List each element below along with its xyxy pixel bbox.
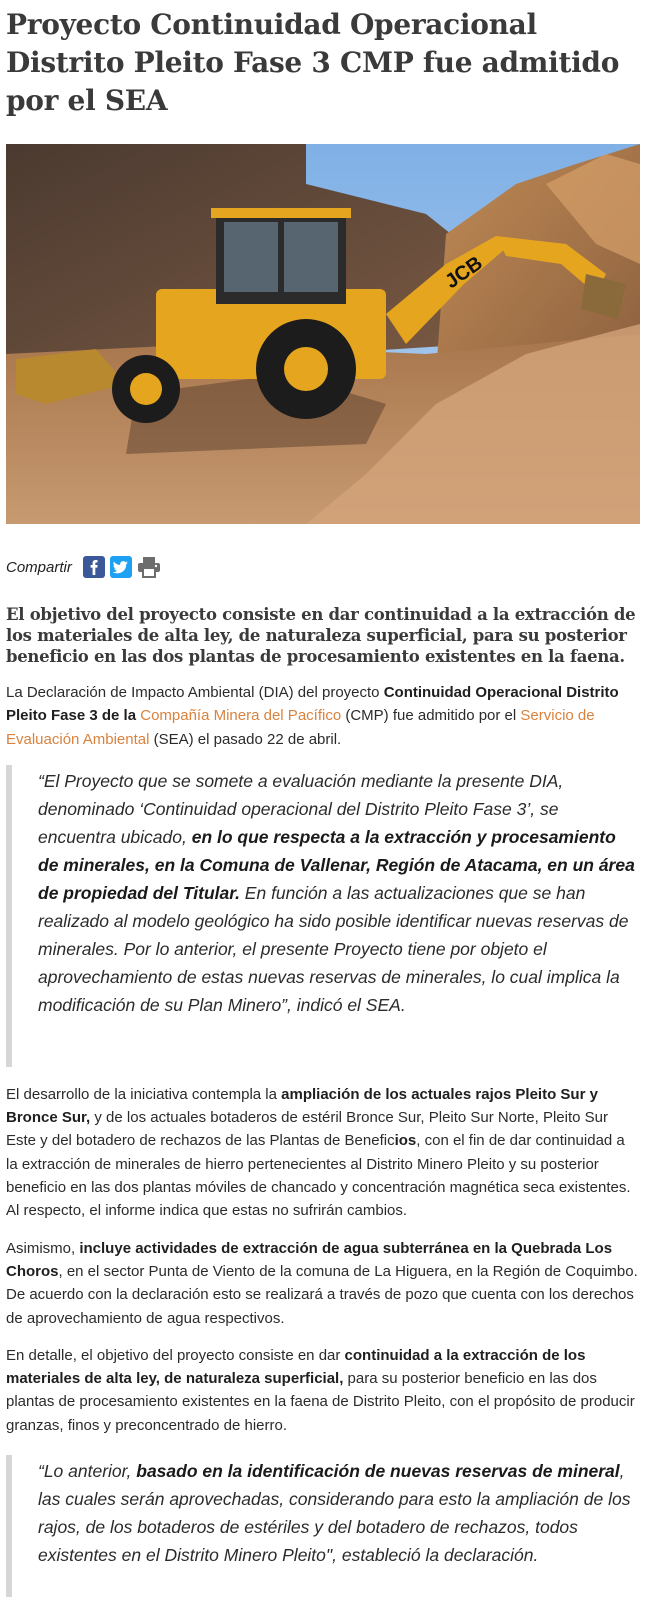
paragraph-2: El desarrollo de la iniciativa contempla la ampliación de los actuales rajos Pleito Sur y Bronce Sur, y de los actuales botaderos de estéril Bronce Sur, Pleito Sur Norte, Pleito Sur Este y del botadero de rechazos de las Plantas de Beneficios, con el fin de dar continuidad a la extracción de minerales de hierro pertenecientes al Distrito Minero Pleito y su posterior beneficio en las dos plantas móviles de chancado y concentración magnética seca existentes. Al respecto, el informe indica que estas no sufrirán cambios. (6, 1085, 631, 1220)
article (6, 0, 640, 1597)
facebook-icon[interactable] (83, 556, 105, 578)
twitter-icon[interactable] (110, 556, 132, 578)
share-label: Compartir (6, 558, 72, 576)
share-bar (6, 554, 640, 580)
paragraph-4: En detalle, el objetivo del proyecto consiste en dar continuidad a la extracción de los materiales de alta ley, de naturaleza superficial, para su posterior beneficio en las dos plantas de procesamiento existentes en la faena de Distrito Pleito, con el propósito de producir granzas, finos y preconcentrado de hierro. (6, 1346, 635, 1434)
quote-block-2: “Lo anterior, basado en la identificación de nuevas reservas de mineral, las cuales serán aprovechadas, considerando para esto la ampliación de los rajos, de los botaderos de estériles y del botadero de rechazos, todos existentes en el Distrito Minero Pleito", estableció la declaración. (6, 1455, 640, 1597)
svg-text:JCB: JCB (441, 252, 487, 294)
hero-image (6, 144, 640, 524)
hero-illustration (6, 144, 640, 524)
print-icon[interactable] (137, 556, 159, 578)
paragraph-3: Asimismo, incluye actividades de extracción de agua subterránea en la Quebrada Los Choros, en el sector Punta de Viento de la comuna de La Higuera, en la Región de Coquimbo. De acuerdo con la declaración esto se realizará a través de pozo que cuenta con los derechos de aprovechamiento de agua respectivos. (6, 1239, 638, 1327)
quote-block-1: “El Proyecto que se somete a evaluación mediante la presente DIA, denominado ‘Continuidad operacional del Distrito Pleito Fase 3’, se encuentra ubicado, en lo que respecta a la extracción y procesamiento de minerales, en la Comuna de Vallenar, Región de Atacama, en un área de propiedad del Titular. En función a las actualizaciones que se han realizado al modelo geológico ha sido posible identificar nuevas reservas de minerales. Por lo anterior, el presente Proyecto tiene por objeto el aprovechamiento de estas nuevas reservas de minerales, lo cual implica la modificación de su Plan Minero”, indicó el SEA. (6, 765, 640, 1067)
link-sea[interactable]: Servicio de Evaluación Ambiental (6, 707, 595, 748)
article-lead: El objetivo del proyecto consiste en dar continuidad a la extracción de los materiales de alta ley, de naturaleza superficial, para su posterior beneficio en las dos plantas de procesamiento existentes en la faena. (6, 605, 636, 666)
article-title: Proyecto Continuidad Operacional Distrito Pleito Fase 3 CMP fue admitido por el SEA (6, 8, 620, 117)
link-cmp[interactable]: Compañía Minera del Pacífico (140, 707, 342, 725)
paragraph-1: La Declaración de Impacto Ambiental (DIA) del proyecto Continuidad Operacional Distrito Pleito Fase 3 de la Compañía Minera del Pacífico (CMP) fue admitido por el Servicio de Evaluación Ambiental (SEA) el pasado 22 de abril. (6, 684, 619, 748)
